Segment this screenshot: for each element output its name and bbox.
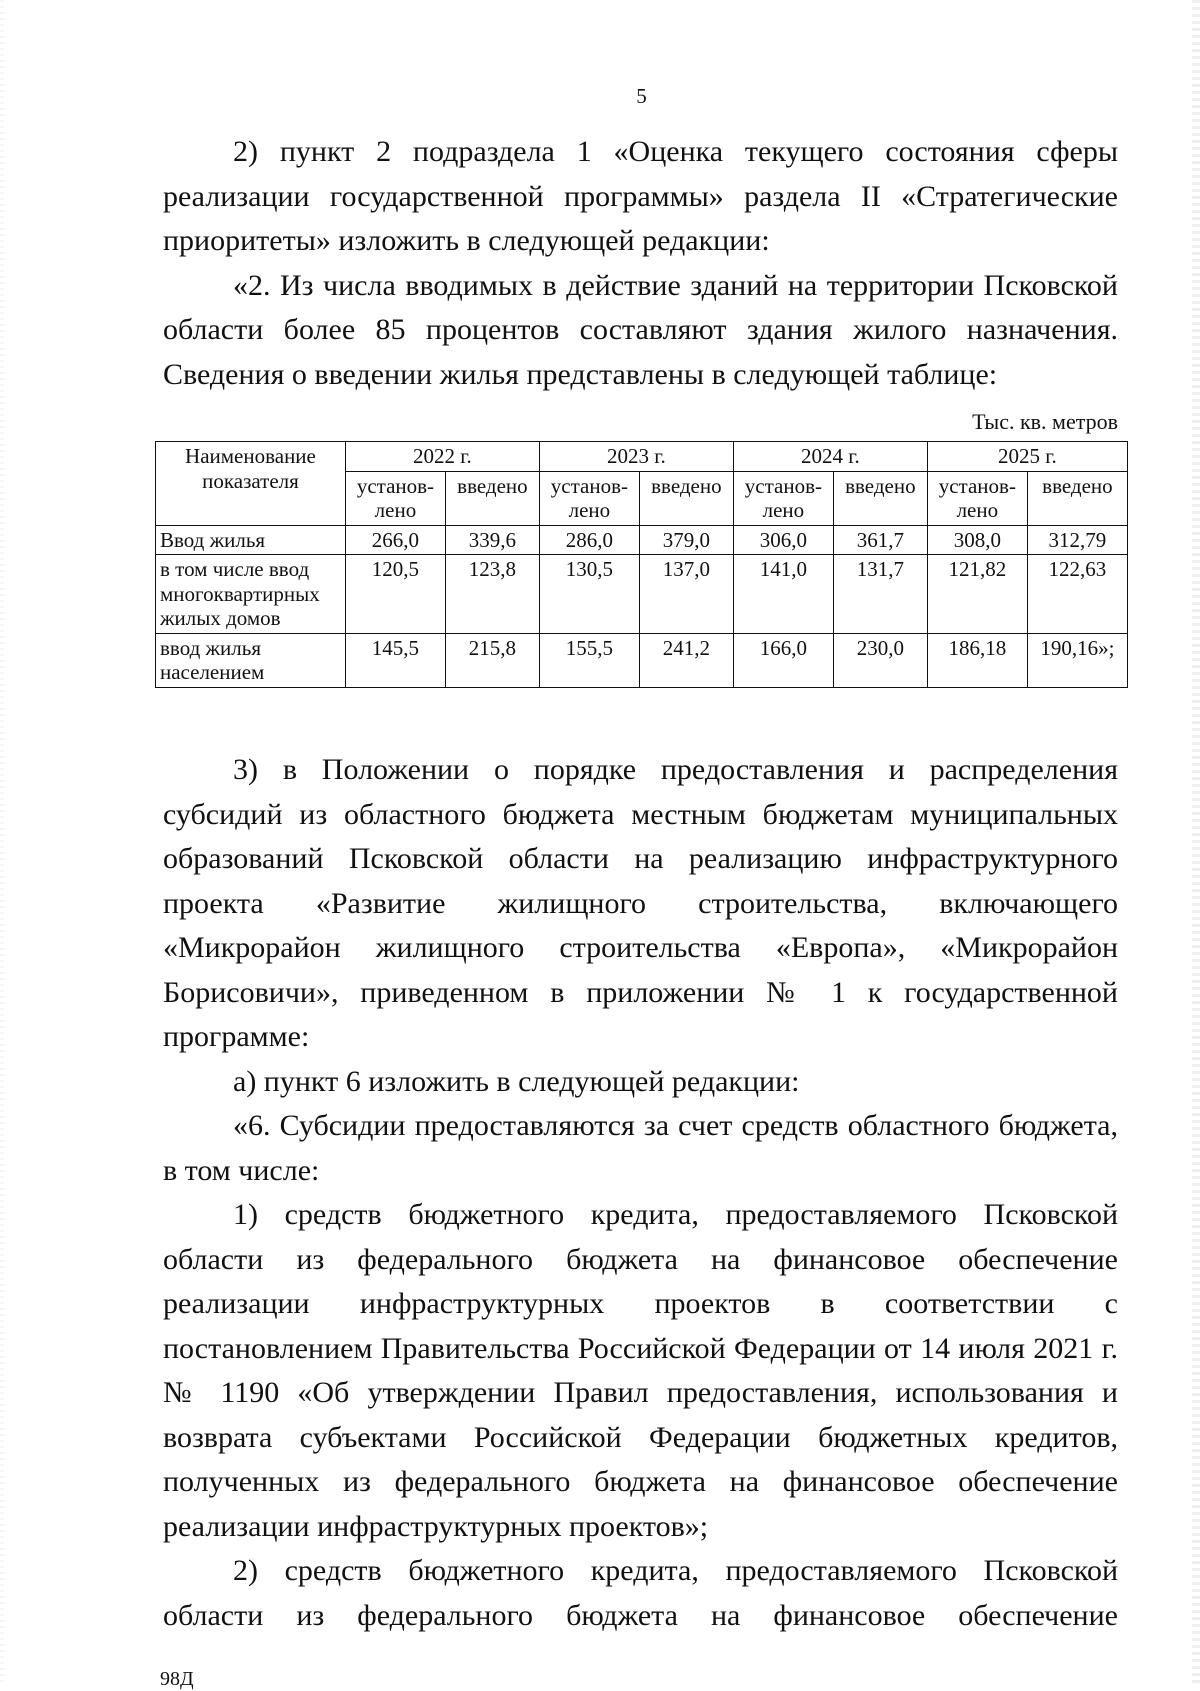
subheader-actual: введено	[833, 471, 927, 525]
table-cell: 120,5	[345, 555, 445, 634]
table-cell: 230,0	[833, 633, 927, 687]
table-cell: 361,7	[833, 525, 927, 555]
paragraph-amendment-2: 2) пункт 2 подраздела 1 «Оценка текущего состояния сферы реализации государственной программы» раздела II «Стратегические приоритеты» изложить в следующей редакции:	[163, 135, 1118, 257]
table-cell: 145,5	[345, 633, 445, 687]
table-cell: 190,16»;	[1027, 633, 1127, 687]
table-row	[156, 633, 1128, 687]
table-cell: 266,0	[345, 525, 445, 555]
paragraph-quote-6: «6. Субсидии предоставляются за счет средств областного бюджета, в том числе:	[163, 1109, 1118, 1187]
paragraph-item-a: а) пункт 6 изложить в следующей редакции:	[233, 1064, 800, 1098]
table-cell: 130,5	[539, 555, 639, 634]
table-cell: 186,18	[927, 633, 1027, 687]
table-row	[156, 525, 1128, 555]
table-cell: 339,6	[445, 525, 539, 555]
subheader-actual: введено	[1027, 471, 1127, 525]
paragraph-subitem-1: 1) средств бюджетного кредита, предоставляемого Псковской области из федерального бюджета на финансовое обеспечение реализации инфраструктурных проектов в соответствии с постановлением Правительства Российской Федерации от 14 июля 2021 г. № 1190 «Об утверждении Правил предоставления, использования и возврата субъектами Российской Федерации бюджетных кредитов, полученных из федерального бюджета на финансовое обеспечение реализации инфраструктурных проектов»;	[163, 1198, 1118, 1543]
table-cell: 155,5	[539, 633, 639, 687]
paragraph-amendment-3: 3) в Положении о порядке предоставления и распределения субсидий из областного бюджета местным бюджетам муниципальных образований Псковской области на реализацию инфраструктурного проекта «Развитие жилищного строительства, включающего «Микрорайон жилищного строительства «Европа», «Микрорайон Борисовичи», приведенном в приложении № 1 к государственной программе:	[163, 753, 1118, 1053]
table-cell: 215,8	[445, 633, 539, 687]
paragraph-subitem-2: 2) средств бюджетного кредита, предоставляемого Псковской области из федерального бюджета на финансовое обеспечение	[163, 1554, 1118, 1632]
subheader-planned: установ- лено	[927, 471, 1027, 525]
header-year: 2024 г.	[733, 442, 927, 472]
subheader-planned: установ- лено	[539, 471, 639, 525]
subheader-planned: установ- лено	[345, 471, 445, 525]
table-cell: 123,8	[445, 555, 539, 634]
subheader-actual: введено	[639, 471, 733, 525]
table-cell: 308,0	[927, 525, 1027, 555]
table-cell: 131,7	[833, 555, 927, 634]
table-cell: 121,82	[927, 555, 1027, 634]
row-label: в том числе ввод многоквартирных жилых домов	[156, 555, 346, 634]
table-cell: 312,79	[1027, 525, 1127, 555]
table-cell: 379,0	[639, 525, 733, 555]
table-cell: 137,0	[639, 555, 733, 634]
subheader-actual: введено	[445, 471, 539, 525]
header-indicator-name: Наименование показателя	[156, 442, 346, 526]
paragraph-quote-2: «2. Из числа вводимых в действие зданий на территории Псковской области более 85 процентов составляют здания жилого назначения. Сведения о введении жилья представлены в следующей таблице:	[163, 268, 1118, 391]
table-cell: 306,0	[733, 525, 833, 555]
page-number: 5	[636, 84, 647, 108]
text-block-top	[163, 130, 1118, 397]
header-year: 2025 г.	[927, 442, 1127, 472]
row-label: ввод жилья населением	[156, 633, 346, 687]
header-year: 2023 г.	[539, 442, 733, 472]
table-units: Тыс. кв. метров	[972, 409, 1118, 434]
table-cell: 141,0	[733, 555, 833, 634]
table-cell: 241,2	[639, 633, 733, 687]
scan-edge-left	[0, 0, 4, 1686]
table-cell: 122,63	[1027, 555, 1127, 634]
table-cell: 166,0	[733, 633, 833, 687]
subheader-planned: установ- лено	[733, 471, 833, 525]
housing-table	[155, 441, 1128, 688]
table-cell: 286,0	[539, 525, 639, 555]
row-label: Ввод жилья	[156, 525, 346, 555]
text-block-bottom	[163, 748, 1118, 1638]
table-row	[156, 555, 1128, 634]
scan-edge-right	[1192, 0, 1200, 1686]
footer-mark: 98Д	[160, 1668, 194, 1690]
header-year: 2022 г.	[345, 442, 539, 472]
